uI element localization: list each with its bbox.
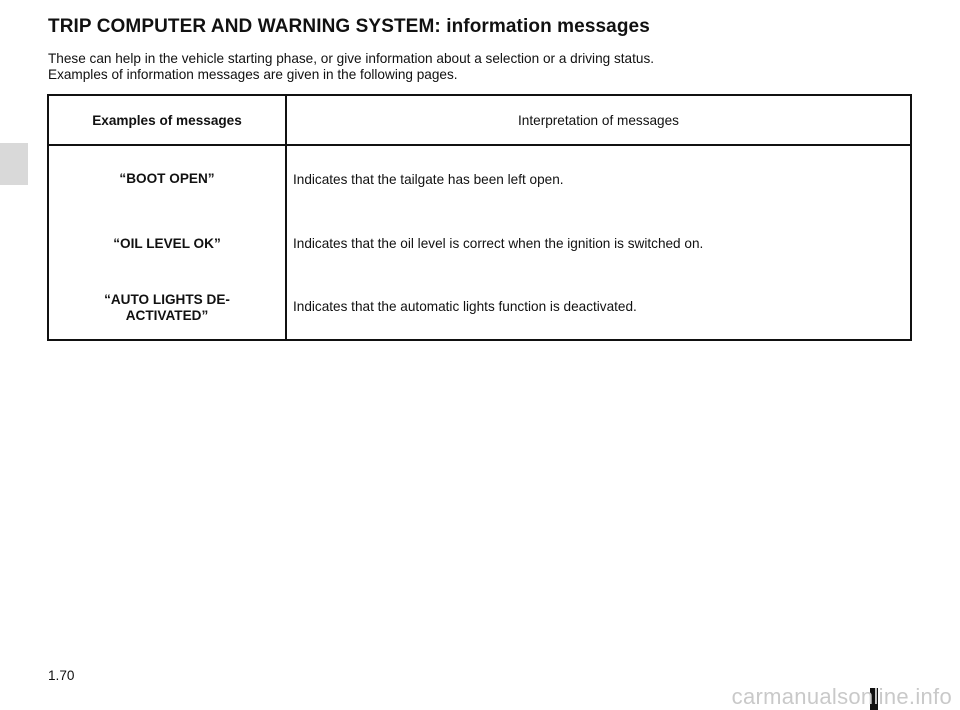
message-example: “OIL LEVEL OK”: [48, 211, 286, 277]
message-interpretation: Indicates that the automatic lights function is deactivated.: [293, 299, 637, 314]
table-row: [48, 277, 911, 340]
intro-line: Examples of information messages are given in the following pages.: [48, 67, 458, 82]
header-examples: Examples of messages: [48, 95, 286, 145]
messages-table: [47, 94, 912, 341]
table-header-row: [48, 95, 911, 145]
message-interpretation: Indicates that the oil level is correct when the ignition is switched on.: [293, 236, 704, 251]
section-tab: [0, 143, 28, 185]
intro-text: [48, 51, 654, 83]
table-row: [48, 145, 911, 211]
message-example: “AUTO LIGHTS DE-ACTIVATED”: [48, 277, 286, 340]
message-interpretation: Indicates that the tailgate has been left open.: [293, 171, 564, 187]
page-title: TRIP COMPUTER AND WARNING SYSTEM: information messages: [48, 16, 650, 37]
table-row: [48, 211, 911, 277]
message-example: “BOOT OPEN”: [48, 145, 286, 211]
header-interpretation: Interpretation of messages: [286, 95, 911, 145]
page-number: 1.70: [48, 668, 75, 683]
watermark: carmanualsonline.info: [731, 684, 952, 709]
intro-line: These can help in the vehicle starting phase, or give information about a selection or a driving status.: [48, 51, 655, 66]
